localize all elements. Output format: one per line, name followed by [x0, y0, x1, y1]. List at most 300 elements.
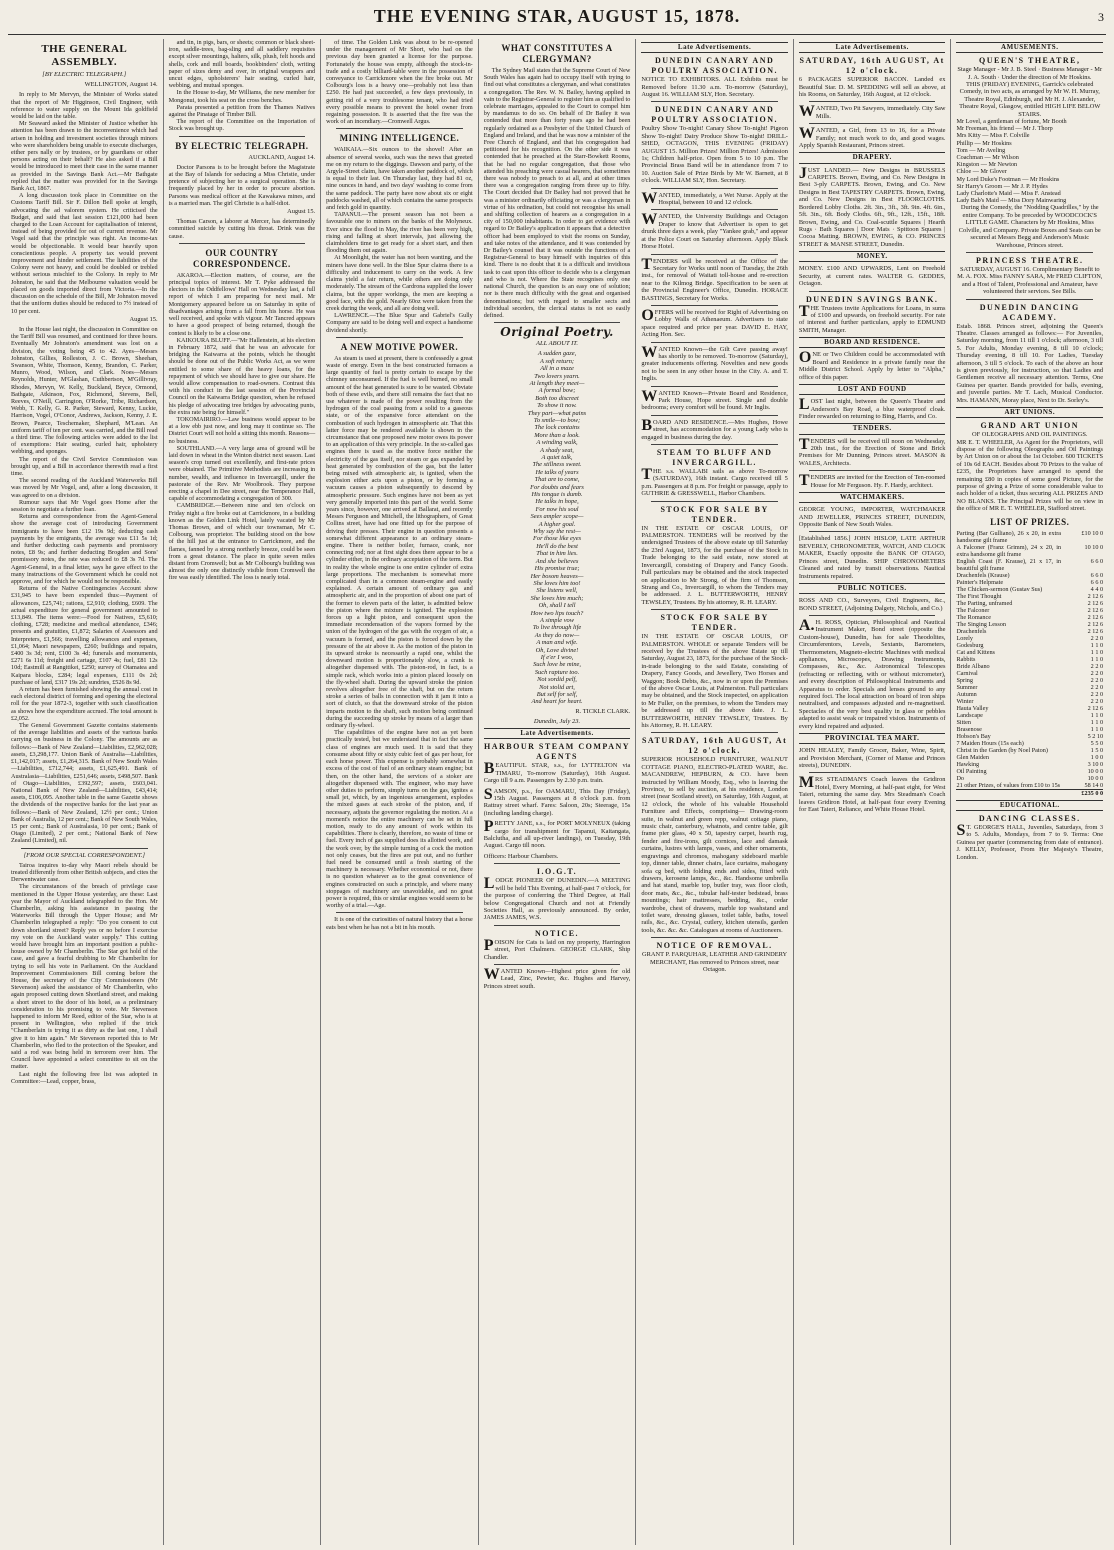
ad-title: DUNEDIN DANCING ACADEMY.	[979, 302, 1080, 322]
ad-title: STOCK FOR SALE BY TENDER.	[660, 504, 769, 524]
ad-body: THE s.s. WALLABI sails as above To-morrow (SATURDAY), 16th instant. Cargo received till 5 p.m. Passengers at 8 p.m. For freight or passage, apply to GUTHRIE & GRESSWELL, Harbor Chambers.	[641, 466, 788, 498]
cast-line: Mrs Kitty — Miss F. Colville	[956, 132, 1030, 140]
prize-amount: 1 1 0	[1090, 648, 1104, 656]
ad-body: THE Trustees invite Applications for Loans, in sums of £100 and upwards, on freehold security. For rate of interest and further particulars, apply to EDMUND SMITH, Manager.	[798, 302, 946, 334]
poem-line: But self for self,	[536, 691, 578, 698]
prize-amount: 2 12 6	[1087, 704, 1104, 712]
prize-name: Autumn	[956, 690, 977, 698]
poem-line: Oh, shall I tell	[538, 602, 576, 610]
ad-body: LOST last night, between the Queen's Theatre and Anderson's Bay Road, a blue waterproof cloak. Finder rewarded on returning to Bing, Harris, and Co.	[798, 396, 946, 421]
prize-name: Carnival	[956, 669, 978, 677]
prize-total-spacer	[956, 789, 1061, 797]
clergyman-heading: WHAT CONSTITUTES A CLERGYMAN?	[501, 43, 613, 64]
ad-body: TENDERS will be received at the Office of the Secretary for Works until noon of Tuesday, the 26th inst., for removal of Waitati toll-house and re-erection near to the Kilmog Bridge. Specification to be seen at the Provincial Engineer's Office, Dunedin. HORACE BASTINGS, Secretary for Works.	[641, 255, 788, 302]
article-paragraph: A long discussion took place in Committee on the Customs Tariff Bill. Sir F. Dillon Bell spoke at length, advocating the ad valorem system. He criticised the Budget, and said that last session £121,000 had been charged to the Loan Account for capitalisation of interest, instead of being provided for out of current revenue. Mr Vogel said that the principle was right. An income-tax would be objectionable. It would bear heavily upon conscientious people. A property tax would prevent improvement and hinder settlement. The liabilities of the Colony were not heavy, and could be doubled or trebled without serious mischief to the Colony. In reply to Mr Johnston, he said that the Melbourne valuation would be placed on goods imported direct from Victoria.—In the discussion on the schedule of the Bill, Mr Johnston moved that the uniform duties should be reduced to 7½ instead of 10 per cent.	[11, 192, 158, 315]
prize-name: A Falconer (Franz Grimm), 24 x 20, in extra handsome gilt frame	[956, 543, 1062, 558]
money-heading: MONEY.	[799, 251, 946, 262]
prize-name: Spring	[956, 676, 973, 684]
prize-amount: 2 12 6	[1087, 627, 1104, 635]
divider	[651, 188, 778, 189]
article-body	[11, 91, 158, 1085]
educational-heading: EDUCATIONAL.	[956, 800, 1103, 811]
ad-body: JUST LANDED.— New Designs in BRUSSELS CARPETS. Brown, Ewing, and Co. New Designs in Best 3-ply CARPETS. Brown, Ewing, and Co. New Designs in Best TAPESTRY CARPETS. Brown, Ewing, and Co. New Designs in Best FLOORCLOTHS. Bordered Lobby Cloths. 2ft. 3in., 3ft., 3ft. 9in. 4ft. 6in., 5ft. 3in., 6ft. Body Cloths. 6ft., 9ft., 12ft., 15ft., 18ft. Brown, Ewing, and Co. Coal-scuttle Squares | Hearth Rugs · Bath Squares | Door Mats · Spittoon Squares | Cocoa Matting. BROWN, EWING, & CO. PRINCES STREET & MANSE STREET, Dunedin.	[798, 164, 946, 248]
prize-amount: 1 0 0	[1090, 753, 1104, 761]
article-paragraph: It is one of the curiosities of natural history that a horse eats best when he has not a bit in his mouth.	[326, 916, 473, 931]
tea-mart-heading: PROVINCIAL TEA MART.	[799, 733, 946, 744]
prize-name: Cat and Kittens	[956, 648, 995, 656]
poem-line: At length they meet—	[529, 379, 585, 387]
divider	[651, 342, 778, 343]
article-paragraph: KAIKOURA BLUFF.—"Mr Hallenstein, at his election in February 1872, said that he was an advocate for bridging the Kaiwarra at the points, which he thought should be done out of the Public Works Act, as we were entitled to some share of the heavy loans, for the repayment of which we should have to give our share. He would allow compensation to road-owners. Contrast this with his conduct in the last session of the Provincial Council on the Kaiwarra Bridge question, when he refused his pledge of advocating tree bridges by advocating punts, the extra rate being for himself."	[168, 336, 316, 416]
article-paragraph: Doctor Parsons is to be brought before the Magistrate at the Bay of Islands for seducing a Miss Christie, under pretence of subjecting her to a surgical operation. She is frequently placed by her in order to procure abortion. Parsons was medical officer at the Kawakawa mines, and is a married man. The girl Christie is a half-idiot.	[168, 163, 316, 207]
prize-name: Drachenfels (Krause)	[956, 571, 1010, 579]
ad-title: STEAM TO BLUFF AND INVERCARGILL.	[656, 448, 773, 468]
article-paragraph: TOKOMAIRIRO.—Law business would appear to be at a low ebb just now, and long may it continue so. The District Court will not hold a sitting this month. Reasons—no business.	[168, 415, 316, 445]
column-3	[321, 39, 479, 1545]
page-number: 3	[1098, 10, 1104, 24]
prize-amount: 2 2 0	[1090, 676, 1104, 684]
prize-row	[956, 733, 1103, 740]
prize-row	[956, 530, 1103, 544]
divider	[651, 444, 778, 445]
prize-name: Do	[956, 774, 965, 782]
poem-line: A quiet talk,	[541, 454, 573, 461]
prize-row	[956, 572, 1103, 579]
prize-amount: 2 2 0	[1090, 669, 1104, 677]
advertisement	[641, 105, 788, 184]
prize-row	[956, 705, 1103, 712]
ad-title: DANCING CLASSES.	[978, 813, 1081, 823]
article-paragraph: The report of the Committee on the Importation of Stock was brought up.	[168, 118, 316, 133]
poem-line: She loves him too!	[533, 579, 581, 587]
poem-line: To live through life	[532, 624, 582, 632]
divider	[336, 912, 463, 913]
column-5	[636, 39, 794, 1545]
divider	[651, 386, 778, 387]
prize-amount: 6 6 0	[1090, 557, 1104, 565]
poem-line: Why say the rest—	[533, 528, 581, 536]
article-paragraph: In the House to-day, Mr Williams, the new member for Mongonui, took his seat on the cross benches.	[168, 89, 316, 104]
ad-body: A.H. ROSS, Optician, Philosophical and Nautical Instrument Maker, Bond street (opposite the Custom-house), Dunedin, has for sale Theodolites, Circumferentors, Levels, Sextants, Barometers, Thermometers, Magneto-electric Machines with medical appliances, Microscopes, Drawing Instruments, Compasses, &c., &c. Astronomical Telescopes (refracting or reflecting, with or without micrometer), and every description of Philosophical Instruments and Apparatus to order. Specials and lenses ground to any required foci. The local attraction on board of iron ships neutralised, and compasses adjusted and re-magnetised. Spectacles of the very best quality in glass or pebbles adapted to assist weak or impaired vision. Instruments of every kind repaired and adjusted.	[798, 616, 946, 730]
article-paragraph: Rumour says that Mr Vogel goes Home after the session to negotiate a further loan.	[11, 498, 158, 513]
poem-line: A higher goal.	[538, 520, 576, 528]
prize-name: Winter	[956, 697, 974, 705]
ad-body: IN THE ESTATE OF OSCAR LOUIS, OF PALMERSTON. TENDERS will be received by the undersigned Trustees of the above estate up till Saturday the 23rd August, 1873, for the purchase of the Stock in Trade belonging to the said estate, now stored at Invercargill, consisting of Drapery and Fancy Goods. Full particulars may be obtained and the stock inspected on application to Mr Strong, of the firm of Thomson, Strang and Co., Invercargill, to whom the Tenders may be addressed. J. L. BUTTERWORTH, HENRY TEWSLEY, Trustees. By his attorney, R. H. LEARY.	[641, 524, 788, 606]
prize-name: Bride Albano	[956, 662, 990, 670]
divider	[651, 732, 778, 733]
cast-line: Tom — Mr Aveling	[956, 146, 1006, 154]
ad-body: IN THE ESTATE OF OSCAR LOUIS, OF PALMERSTON. WHOLE or separate Tenders will be received by the Trustees of the above Estate up till Saturday, August 23, 1873, for the purchase of the Stock-in-trade belonging to the said Estate, consisting of Drapery, Fancy Goods, and Jewellery, Two Horses and Waggon; Book Debts, &c., now in or upon the Premises of the above Oscar Louis, at Palmerston. Full particulars may be obtained, and the Stock inspected, on application to Mr Fuller, on the premises, to whom the Tenders may be addressed up till the above date. J. L. BUTTERWORTH, HENRY TEWSLEY, Trustees. By his Attorney, R. H. LEARY.	[641, 633, 788, 730]
prize-amount: 58 14 0	[1084, 781, 1104, 789]
prize-row	[956, 586, 1103, 593]
byline: [BY ELECTRIC TELEGRAPH.]	[42, 71, 127, 78]
prize-row	[956, 712, 1103, 719]
divider	[809, 470, 936, 471]
prize-row	[956, 691, 1103, 698]
ad-title: SATURDAY, 16th AUGUST, At 12 o'clock.	[799, 56, 945, 76]
prize-name: Lorely	[956, 634, 973, 642]
prize-row	[956, 754, 1103, 761]
mining-intelligence-heading: MINING INTELLIGENCE.	[339, 133, 460, 144]
late-advertisements-heading: Late Advertisements.	[799, 42, 946, 53]
prize-name: Hauta Valley	[956, 704, 989, 712]
country-correspondence-heading: OUR COUNTRY CORRESPONDENCE.	[192, 247, 291, 269]
ad-title: DUNEDIN CANARY AND POULTRY ASSOCIATION.	[651, 56, 778, 76]
ad-title: GRAND ART UNION	[980, 421, 1080, 431]
cast-line: Mr Lovel, a gentleman of fortune, Mr Booth	[956, 118, 1067, 126]
prize-row	[956, 747, 1103, 754]
poem-line: Not sordid pelf,	[537, 676, 577, 684]
poem-place: Dunedin, July 23.	[533, 718, 581, 726]
ad-body: [Established 1856.] JOHN HISLOP, LATE ARTHUR BEVERLY, CHRONOMETER, WATCH, AND CLOCK MAKER, Exactly opposite the BANK OF OTAGO, Princes street, Dunedin. SHIP CHRONOMETERS Cleaned and rated by transit observations. Nautical Instruments repaired.	[798, 535, 946, 580]
poem-line: A sudden gaze,	[537, 350, 577, 358]
divider	[651, 937, 778, 938]
prize-amount: 2 12 6	[1087, 606, 1104, 614]
poem-line: For doubts and fears	[530, 483, 584, 491]
poem-line: A formal bow;	[538, 387, 576, 395]
lost-found-heading: LOST AND FOUND	[799, 384, 946, 395]
prize-row	[956, 649, 1103, 656]
ad-body: PRETTY JANE, s.s., for PORT MOLYNEUX (taking cargo for transhipment for Tapanui, Kaitangata, Balclutha, and all up-river landings), on Tuesday, 19th August. Cargo till noon.	[483, 818, 631, 850]
prize-amount: 2 12 6	[1087, 599, 1104, 607]
poem-line: For now his soul	[535, 505, 579, 513]
poem-line: That in him lies.	[536, 550, 578, 558]
prize-row	[956, 544, 1103, 558]
ad-body: TENDERS will be received till noon on Wednesday, 20th inst., for the Erection of Stone and Brick Premises for Mr Dunning, Princes street. MASON & WALES, Architects.	[798, 435, 946, 467]
prize-amount: 6 6 0	[1090, 571, 1104, 579]
prize-name: Christ in the Garden (by Noel Paton)	[956, 746, 1048, 754]
column-7	[951, 39, 1108, 1545]
cast-line: Lady Bab's Maid — Miss Dory Mainwaring	[956, 197, 1067, 205]
ad-body: MONEY. £100 AND UPWARDS, Lent on Freehold Security, at current rates. WALTER G. GEDDES, Octagon.	[798, 265, 946, 288]
original-poetry-heading: Original Poetry.	[500, 325, 614, 340]
prize-row	[956, 740, 1103, 747]
article-paragraph: Tairoa inquires to-day why Maori rebels should be treated differently from other British subjects, and cites the Derwentwater case.	[11, 861, 158, 884]
poem-line: How two lips touch?	[530, 609, 584, 617]
public-notices-heading: PUBLIC NOTICES.	[799, 583, 946, 594]
poem-line: The stillness sweet.	[532, 461, 582, 469]
prize-name: Hawking	[956, 760, 980, 768]
divider	[809, 101, 936, 102]
article-paragraph: LAWRENCE.—The Blue Spur and Gabriel's Gully Company are said to be doing well and expect a handsome dividend shortly.	[326, 312, 473, 334]
divider	[494, 925, 621, 926]
prize-name: The Romance	[956, 613, 992, 621]
divider	[809, 615, 936, 616]
prize-row	[956, 628, 1103, 635]
prize-name: Godesburg	[956, 641, 984, 649]
ad-body: Poultry Show To-night! Canary Show To-night! Pigeon Show To-night! Dairy Produce Show To-night! DRILL-SHED, OCTAGON, THIS EVENING (FRIDAY) AUGUST 15. Million Prizes! Million Prizes! Admission 1s; Children half-price. Open from 5 to 10 p.m. The Provincial Brass Band will be in attendance from 7 to 10. Auction Sale of Prize Birds by Mr W. Barnett, at 8 o'clock. WILLIAM SLY, Hon. Secretary.	[641, 125, 788, 185]
article-paragraph: The General Government Gazette contains statements of the average liabilities and assets of the various banks carrying on business in the Colony. The amounts are as follows:—Bank of New Zealand—Liabilities, £2,962,028; assets, £3,298,177. Union Bank of Australia—Liabilities, £1,142,017; assets, £1,264,315. Bank of New South Wales—Liabilities, £712,744; assets, £1,625,491. Bank of Australasia—Liabilities, £251,646; assets, £498,507. Bank of Otago—Liabilities, £392,597; assets, £603,041. National Bank of New Zealand—Liabilities, £43,414; assets, £106,095. Another table in the same Gazette shows the dividends of the respective banks for the last year as follows:—Bank of New Zealand, 12½ per cent.; Union Bank of Australia, 12 per cent.; Bank of New South Wales, 15 per cent.; Bank of Australasia, 10 per cent.; Bank of Otago (Limited), 2 per cent.; National Bank of New Zealand (Limited), nil.	[11, 722, 158, 845]
poem-line: Not stolid art,	[539, 683, 575, 691]
prize-row	[956, 719, 1103, 726]
prize-row	[956, 593, 1103, 600]
prize-row	[956, 642, 1103, 649]
poem-line: He'll do the best	[536, 542, 578, 550]
poem-line: A simple vow	[540, 616, 574, 624]
board-heading: BOARD AND RESIDENCE.	[799, 337, 946, 348]
divider	[336, 337, 463, 338]
ad-body: Officers: Harbour Chambers.	[483, 852, 559, 860]
prize-row	[956, 621, 1103, 628]
ad-body: WANTED, immediately, a Wet Nurse. Apply at the Hospital, between 10 and 12 o'clock.	[641, 189, 788, 207]
poem-line: More than a look.	[534, 431, 580, 439]
article-paragraph: The second reading of the Auckland Waterworks Bill was moved by Mr Vogel, and, after a long discussion, it was agreed to on a division.	[11, 477, 158, 499]
article-paragraph: Returns and correspondence from the Agent-General show the average cost of introducing Government immigrants to have been £12 19s 9d; deducting cash payments by the emigrants, the average was £11 5s 1d; and further deducting cash payments and promissory notes, £8 9s; and further deducting Brogden and Sons' promissory notes, the rate was reduced to £8 3s 7d. The Agent-General, in a final letter, says he gave effect to the many instructions of the Government which he could not approve, and for which he would not be responsible.	[11, 513, 158, 586]
article-paragraph: WAIKAIA.—Six ounces to the shovel! After an absence of several weeks, such was the news that greeted me on my return to the diggings. Dawson and party, of the Argyle-Street claim, have taken another paddock of, which is equal to their last. On Thursday last, they had 81 oz, nine ounces in hand, and two days' washing to come from the same paddock. The party have now about six or eight paddocks washed, all of which contains the same prospects and fetch gold in quantity.	[326, 146, 473, 212]
prize-row	[956, 600, 1103, 607]
prize-row	[956, 607, 1103, 614]
ad-title: SATURDAY, 16th AUGUST, At 12 o'clock.	[641, 736, 788, 756]
poem-author: R. TICKLE CLARK.	[575, 707, 631, 715]
article-paragraph: The capabilities of the engine have not as yet been practically tested, but we understand that in fact the same class of engines are much used. It is said that they consume about fifty or sixty cubic feet of gas per hour, for each horse power. This expense is probably somewhat in excess of the cost of fuel of an ordinary steam engine; but then, on the other hand, the services of a stoker are altogether dispensed with. The engineer, who may have other duties to perform, simply turns on the gas, ignites a small jet, which, by an ingenious arrangement, explodes the mixed gases at each stroke of the piston, and, if necessary, adjusts the governor regulating the motion. At a moment's notice the entire machinery can be set in full motion, ready to do any amount of work within its capabilities. There is clearly, therefore, no waste of time or fuel. Every inch of gas supplied does its allotted work, and the work over, by the simple turning of a cock the motion not only ceases, but the fires are put out, and no further fuel need be consumed until a fresh starting of the machinery is necessary. Whether economical or not, there is no question whatever as to the great convenience of engines constructed on such a principle, and where many stoppages of machinery are unavoidable, and no great power is required, this or similar engines would seem to be worthy of a trial.—Age.	[326, 729, 473, 910]
advertisement	[484, 742, 631, 784]
divider	[651, 101, 778, 102]
ad-body: NOTICE TO EXHIBITORS. ALL Exhibits must be Removed before 11.30 a.m. To-morrow (Saturday), August 16. WILLIAM SLY, Hon. Secretary.	[641, 76, 788, 99]
prize-amount: £10 10 0	[1081, 529, 1104, 537]
prize-row	[956, 677, 1103, 684]
divider	[651, 415, 778, 416]
watchmakers-heading: WATCHMAKERS.	[799, 492, 946, 503]
ad-title: QUEEN'S THEATRE,	[979, 56, 1081, 66]
article-paragraph: [FROM OUR SPECIAL CORRESPONDENT.]	[23, 851, 146, 859]
ad-body: ROSS AND CO., Surveyors, Civil Engineers, &c., BOND STREET, (Adjoining Dalgety, Nichols, and Co.)	[798, 597, 946, 612]
ad-body: JOHN HEALEY, Family Grocer, Baker, Wine, Spirit, and Provision Merchant, (Corner of Manse and Princes streets), DUNEDIN.	[798, 747, 946, 770]
newspaper-title: THE EVENING STAR, AUGUST 15, 1878.	[373, 6, 741, 26]
cast-line: My Lord Duke's Footman — Mr Hoskins	[956, 175, 1060, 183]
poem-line: That are to come,	[534, 476, 580, 484]
advertisement	[484, 929, 631, 961]
motive-power-heading: A NEW MOTIVE POWER.	[340, 341, 459, 352]
prize-row	[956, 558, 1103, 572]
divider	[494, 964, 621, 965]
prize-amount: 1 1 0	[1090, 641, 1104, 649]
poem-line: He talks in hope,	[535, 498, 579, 506]
article-paragraph: In the House last night, the discussion in Committee on the Tariff Bill was resumed, and continued for three hours. Eventually Mr Johnston's amendment was lost on a division, the voting being 45 to 42. Ayes—Messrs Johnston, Gillies, Rolleston, J. C. Brown, Sheehan, Swanson, White, Thomson, Kenny, Brandon, C. Parker, Munro, Wood, Wilson, and Clark. Noes—Messrs Reynolds, Hunter, M'Glashan, Cuthbertson, M'Gillivray, Rhodes, Mervyn, W. Kelly, Buckland, Bryce, Ormond, Bathgate, Atkinson, Fox, Richmond, Stevens, Bell, Reeves, O'Neill, Carrington, O'Rorke, Tribe, Richardson, Webb, T. Kelly, G. R. Parker, Steward, Kenny, Luckie, Harrison, Vogel, O'Conor, Andrews, Jackson, Kenny, J. E. Brown, Pearce, Teschemaker, Shephard, M'Lean. An uniform tariff of ten per cent. was carried, and the Bill read a third time. The following articles were added to the list of exemptions: Hair seating, curled hair, upholstery webbing, and sponges.	[11, 325, 158, 456]
article-paragraph: The report of the Civil Service Commission was brought up, and a Bill in accordance therewith read a first time.	[11, 455, 158, 477]
prize-amount: 5 5 0	[1090, 739, 1104, 747]
prize-total: £235 0 0	[1061, 789, 1103, 797]
ad-body: WANTED Known—the Gilt Cave passing away! has shortly to be removed. To-morrow (Saturday), greater inducements offering. Novelties and new goods not to be seen in any other house in the City. A. and T. Inglis.	[641, 343, 788, 383]
ad-body: POISON for Cats is laid on my property, Harrington street, Port Chalmers. GEORGE CLARK, Ship Chandler.	[483, 936, 631, 961]
advertisement	[956, 303, 1103, 404]
poem-line: And heart for heart.	[531, 698, 583, 706]
article-paragraph: CAMBRIDGE.—Between nine and ten o'clock on Friday night a fire broke out at Carrickmore, in a building known as the Golden Link Hotel, lately vacated by Mr Thomas Brown, and of which our townsman, Mr C. Colbourg, was proprietor. The building stood on the bow of the hill just at the entrance to Carrickmore, and the flames, fanned by a strong northerly breeze, could be seen from a great distance. The place in quite seven miles distant from Cromwell; but as Mr Colbourg's building was almost the only one distinctly visible from Cromwell the fire was easily identified. The loss is nearly total.	[168, 502, 316, 582]
poem-line: A shady seat,	[540, 446, 574, 454]
advertisement	[641, 941, 788, 973]
ad-body: Estab. 1868. Princes street, adjoining the Queen's Theatre. Classes arranged as follows:— For Juveniles, Saturday morning, from 11 till 1 o'clock; afternoon, 3 till 5. For Adults, Monday evening, 8 till 10 o'clock; Thursday evening, 8 till 10. For Ladies, Tuesday afternoon, 3 till 5 o'clock. To each of the above an hour is given previously, for instruction, so that Ladies and Gentlemen receive all necessary attention. Terms, One Guinea per quarter. Bands provided for balls, evening, and juvenile parties. Mr T. Lach, Musical Conductor. Mrs. HAMANN, Moray place, Next to Dr. Sorley's.	[956, 322, 1104, 404]
ad-body: GEORGE YOUNG, IMPORTER, WATCHMAKER AND JEWELLER, PRINCES STREET, DUNEDIN, Opposite Bank of New South Wales.	[798, 506, 946, 529]
article-paragraph: Returns of the Native Contingencies Account show £31,945 to have been expended thus:—Payment of allowances, £25,741; rations, £2,910; clothing, £609. The actual expenditure for general government amounted to £13,849. The items were:—Food for Natives, £5,610; clothing, £728; medicine and medical attendance, £346; presents and gratuities, £1,872; Salaries of Assessors and Interpreters, £1,566; travelling allowances and expenses, £1,064; Maori newspapers, £260; buildings and repairs, £400 3s 3d; rent, £100 3s 4d; funerals and monuments, £271 6s 11d; freight and cartage, £107 4s; fuel, £81 12s 10d; Eastmill at Rangitikei, £250; survey of Otamatea and Kaipara blocks, £284; legal expenses, £111 0s 2d; purchase of land, £317 19s 2d; sundries, £526 8s 9d.	[11, 585, 158, 686]
ad-body: SATURDAY, AUGUST 16. Complimentary Benefit to M. A. FOX. Miss FANNY SARA, Mr FRED CLIFTON, and a Host of Talent, Professional and Amateur, have volunteered their services. See Bills.	[957, 265, 1103, 296]
prize-amount: 2 12 6	[1087, 592, 1104, 600]
prize-name: The First Thought	[956, 592, 1002, 600]
prize-row	[956, 656, 1103, 663]
divider	[651, 609, 778, 610]
prize-amount: 10 10 0	[1084, 543, 1104, 551]
divider	[966, 252, 1093, 253]
art-unions-heading: ART UNIONS.	[956, 407, 1103, 418]
poem-line: As they do now—	[534, 631, 580, 639]
divider	[651, 254, 778, 255]
article-paragraph: TAPANUI.—The present season has not been a favourable one to miners on the banks of the Molyneux. Ever since the flood in May, the river has been very high, rising and falling at short intervals, just allowing the claimholders time to get ready for a short start, and then flooding them out again.	[326, 211, 473, 255]
article-paragraph: At Moonlight, the water has not been wanting, and the miners have done well. In the Blue Spur claims there is a difficulty and inducement to carry on the work. A few claims yield a fair return, while others are doing only moderately. The stream of the Cardrona supplied the lower claims, but the upper workings, the men are keeping a good face, with the gold. Nearly 60oz were taken from the creek during the week, and all are doing well.	[326, 254, 473, 312]
prize-name: English Coast (F. Krause), 21 x 17, in beautiful gilt frame	[956, 557, 1062, 572]
amusements-heading: AMUSEMENTS.	[956, 42, 1103, 53]
general-assembly-heading: THE GENERAL ASSEMBLY.	[41, 43, 128, 68]
advertisement	[641, 736, 788, 934]
ad-body: SUPERIOR HOUSEHOLD FURNITURE, WALNUT COTTAGE PIANO, ELECTRO-PLATED WARE, &c. MACANDREW, HEPBURN, & CO. have been instructed by William Moody, Esq., who is leaving the Province, to sell by auction, at his residence, London street (near Scotland street), on Saturday, 16th August, at 12 o'clock, the whole of his valuable Household Furniture and Effects, comprising— Drawing-room suite, in walnut and green repp, walnut cottage piano, music chair, canterbury, whatnots, and centre table, gilt frame pier glass, 40 x 50, tapestry carpet, hearth rug, fender and fire-irons, gilt cornices, lace and damask curtains, lustres with lamps, vases, and other ornaments, engravings and chromos, mahogany sideboard marble top, dinner table, dinner chairs, lace curtains, mahogany sofa cg bed, with folding ends and sides, fitted with drawers, kerosene lamps, &c., &c. Handsome umbrella and hat stand, marble top, butler tray, wax floor cloth, door mats, &c., &c., tubular half-tester bedstead, brass mountings; hair mattresses, bedding, &c., cedar wardrobe, chest of drawers, marble top washstand and toilet ware, dressing glasses, toilet table, baths, towel rails, &c., &c. Crystal, cutlery, kitchen utensils, garden tools, &c. &c. &c. Catalogues at rooms of Auctioneers.	[641, 756, 788, 934]
prize-amount: 6 6 0	[1090, 578, 1104, 586]
ad-body: WANTED, a Girl, from 13 to 16, for a Private Family; not much work to do, and good wages. Apply Spanish Restaurant, Princes street.	[798, 125, 946, 150]
prize-amount: 5 2 10	[1087, 732, 1104, 740]
prize-amount: 1 5 0	[1090, 746, 1104, 754]
poem	[484, 350, 631, 706]
divider	[966, 299, 1093, 300]
ad-title: NOTICE.	[534, 928, 580, 938]
poem-line: To smile—to bow;	[533, 416, 581, 424]
poem-line: To show it now.	[537, 402, 577, 410]
advertisement	[483, 965, 631, 990]
prize-name: Sitten	[956, 718, 971, 726]
ad-subtitle: OF OLEOGRAPHS AND OIL PAINTINGS.	[972, 431, 1088, 439]
article-paragraph: The Sydney Mail states that the Supreme Court of New South Wales has again had to occupy itself with trying to find out what constitutes a clergyman, and what constitutes a congregation. The Rev. W. N. Bailey, having applied in vain to the Registrar-General to register him as qualified to celebrate marriages, appealed to the Court to compel him by mandamus to do so. On behalf of Dr Bailey it was contended that more than forty years ago he had been regularly ordained as a Presbyter of the United Church of England and Ireland, and that he was now a minister of the Free Church of England, and that his congregation had petitioned for his recognition. On the other side it was contended that he preached at the Starr-Bowkett Rooms, that he had no regular congregation, that those who attended his preaching were casual hearers, that sometimes there was nobody to preach to at all, and at other times there was a congregation ranging from three up to fifty. The Court decided that Dr Bailey had not proved that he was a minister ordinarily officiating or was a clergyman in virtue of his ordination, but could not recognise his small and shifting collection of hearers as a congregation in a city of 150,000 inhabitants. In order to get evidence with regard to Dr Bailey's application it appears that a detective officer had been employed to visit the rooms on Sunday, and take notes of the attendance, and it was contended by Dr Bailey's counsel that it was outside the functions of a Registrar-General to busy himself with inquiries of this kind. There is no doubt that it is a difficult and invidious task to cast upon this officer to decide who is a clergyman and who is not. Where the State recognises only one national Church, the question is an easy one of solution; nor is there much difficulty with the great and organised denominations; but with regard to smaller sects and individual seceders, the clerical status is not so easily defined.	[483, 67, 631, 319]
prize-name: Brasenose	[956, 725, 982, 733]
prize-row	[956, 579, 1103, 586]
ad-title: STOCK FOR SALE BY TENDER.	[660, 613, 769, 633]
prize-name: Rabbits	[956, 655, 976, 663]
cast-line: Kingston — Mr Newton	[956, 161, 1018, 169]
poem-line: His promise true;	[534, 565, 580, 573]
ad-body: OFFERS will be received for Right of Advertising on Lobby Walls of Athenaeum. Advertisers to state space required and price per year. DAVID E. HAY, Acting Hon. Sec.	[641, 306, 788, 339]
ad-body: During the Comedy, the "Nodding Quadrilles," by the entire Company. To be preceded by WOODCOCK'S LITTLE GAME. Characters by Mr Hoskins, Miss Colville, and Company. Private Boxes and Seats can be secured at Messrs Begg and Anderson's Music Warehouse, Princes street.	[958, 204, 1101, 249]
divider	[21, 848, 148, 849]
poem-line: They part—what pains	[527, 409, 587, 417]
telegraph-heading: BY ELECTRIC TELEGRAPH.	[175, 140, 309, 151]
poem-line: His tongue is dumb.	[531, 491, 583, 499]
cast-list	[956, 118, 1103, 204]
ad-body: BOARD AND RESIDENCE.—Mrs Hughes, Howe street, has accommodation for a young Lady who is engaged in business during the day.	[641, 416, 788, 441]
prize-row	[956, 726, 1103, 733]
prize-amount: 2 2 0	[1090, 662, 1104, 670]
prize-name: Landscape	[956, 711, 983, 719]
article-paragraph: A return has been furnished showing the annual cost in each electoral district of forming and opening the electoral roll for the year 1872-3, together with such classification as shows how the expenditure accrued. The total amount is £2,052.	[11, 686, 158, 722]
divider	[494, 863, 621, 864]
divider	[179, 136, 306, 137]
poem-line: Such love be mine,	[533, 661, 581, 669]
divider	[809, 772, 936, 773]
ad-title: I.O.G.T.	[536, 867, 578, 877]
ad-body: WANTED, the University Buildings and Octagon Draper to know that Advertiser is open to get drunk three days a week, play "Yankee grab," and appear at the Police Court on Saturday afternoon. Apply Black Horse Hotel.	[641, 211, 788, 251]
cast-line: Sir Harry's Groom — Mr J. P. Hydes	[956, 182, 1048, 190]
ad-body: WANTED Known—Private Board and Residence, Park House, Hope street. Single and double bedrooms; every comfort will be found. Mr Inglis.	[641, 387, 788, 412]
poem-line: Sees ampler scope—	[530, 513, 584, 521]
prize-row	[956, 663, 1103, 670]
prize-name: 21 other Prizes, of values from £10 to 15s	[956, 781, 1061, 789]
prize-table	[956, 530, 1103, 797]
divider	[651, 209, 778, 210]
ad-body: TENDERS are invited for the Erection of Ten-roomed House for Mr Ferguson. Hy. F. Hardy, architect.	[798, 472, 946, 490]
ad-body: WANTED Known—Highest price given for old Lead, Zinc, Pewter, &c. Hughes and Harvey, Princes street south.	[483, 965, 631, 990]
dateline: August 15.	[287, 208, 316, 216]
article-paragraph: and tin, in pigs, bars, or sheets; common or black sheet-iron, saddle-trees, bag-sling and all saddlery requisites except silver mountings, halters, silk, plush, felt hoods and shells, cork and mill boards, bookbinders' cloth, writing paper of sizes demy and over, in original wrappers and uncut edges, upholsterers' hair seating, curled hair, webbing, and mutual sponges.	[168, 39, 316, 90]
prize-amount: 2 2 0	[1090, 634, 1104, 642]
prize-row	[956, 782, 1103, 790]
prize-amount: 2 12 6	[1087, 620, 1104, 628]
column-2	[164, 39, 322, 1545]
tenders-heading: TENDERS.	[799, 423, 946, 434]
column-4	[479, 39, 637, 1545]
poem-line: He talks of years	[535, 468, 579, 476]
prize-amount: 1 1 0	[1090, 725, 1104, 733]
article-paragraph: The circumstances of the breach of privilege case mentioned in the Upper House yesterday, are these: Last year the Mayor of Auckland telegraphed to the Hon. Mr Chamberlin, asking his assistance in passing the Waterworks Bill through the Upper House; and Mr Chamberlin telegraphed a reply: "Do you consent to cut down shortland street? Reply yes or no before I exercise my vote on the Auckland water supply." This cutting would have brought him an important position a public-house owned by Mr Chamberlin. The Star got hold of the case, and gave a fearful drubbing to Mr Chamberlin for trying to sell his vote in Parliament. On the Auckland Improvement Commissioners Bill coming before the House, the secretary of the City Commissioners (Mr Stevenson) asked the assistance of Mr Chamberlin, who again proposed cutting down Shortland street, and making a short street to the door of his hotel, as a preliminary consideration to his promising to vote. Mr Stevenson happened to inform Mr Reed, editor of the Star, who is at present in Wellington, who replied if the trick "Chamberlain is trying it as dirty as the last one, I shall give it to him again." Mr Stevenson reported this to Mr Chamberlin, who fled to the protection of the Speaker, and said a rod was being held in terrorem over him. The Council have appointed a select committee to sit on the matter.	[11, 883, 158, 1071]
ad-body: ST. GEORGE'S HALL, Juveniles, Saturdays, from 3 to 5. Adults, Mondays, from 7 to 9. Terms: One Guinea per quarter (commencing from date of entrance). J. KELLY, Professor, From Her Majesty's Theatre, London.	[956, 821, 1104, 861]
ad-title: NOTICE OF REMOVAL.	[656, 941, 773, 951]
ad-body: BEAUTIFUL STAR, s.s., for LYTTELTON via TIMARU, To-morrow (Saturday), 16th August. Cargo till 9 a.m. Passengers by 2.30 p.m. train.	[483, 760, 631, 785]
advertisement	[956, 814, 1103, 861]
prize-name: Drachenfels	[956, 627, 987, 635]
ad-title: DUNEDIN CANARY AND POULTRY ASSOCIATION.	[651, 105, 778, 125]
advertisement	[641, 448, 788, 498]
poem-line: Such rapture too.	[534, 668, 580, 676]
poem-line: For those like eyes	[532, 535, 582, 543]
cast-line: Mr Freeman, his friend — Mr J. Thorp	[956, 125, 1053, 133]
advertisement	[483, 785, 631, 818]
divider	[651, 501, 778, 502]
masthead	[8, 0, 1106, 35]
article-paragraph: Mr Seaward asked the Minister of Justice whether his attention has been drawn to the inconvenience which had arisen in holding and investment societies through minors who were shareholders being unable to execute discharges, either pers nally or by trustees, or by guardians or other persons acting on their behalf? He also asked if a Bill would be introduced to meet their case in the same manner as provided in the Savings Bank Act.—Mr Bathgate replied that the matter was provided for in the Savings Bank Act, 1867.	[11, 120, 158, 193]
advertisement	[956, 256, 1103, 296]
advertisement	[641, 613, 788, 729]
prize-amount: 1 1 0	[1090, 718, 1104, 726]
cast-line: Phillip — Mr Hoskins	[956, 139, 1012, 147]
divider	[809, 291, 936, 292]
cast-line: Lady Charlotte's Maid — Miss F. Anstead	[956, 190, 1061, 198]
late-advertisements-heading: Late Advertisements.	[484, 728, 631, 739]
prize-name: Hobson's Bay	[956, 732, 991, 740]
poem-line: Both too discreet	[535, 394, 579, 402]
poem-line: She loves him much;	[530, 594, 584, 602]
article-paragraph: Parata presented a petition from the Thames Natives against the Pinatage of Timber Bill.	[168, 103, 316, 119]
prize-row	[956, 635, 1103, 642]
prize-name: Parting (Bar Gulliano), 26 x 20, in extra handsome gilt frame	[956, 529, 1062, 544]
ad-title: DUNEDIN SAVINGS BANK.	[805, 294, 939, 304]
prize-amount: 2 2 0	[1090, 690, 1104, 698]
poem-line: A soft return;	[539, 357, 575, 365]
prize-row	[956, 684, 1103, 691]
ad-body: LODGE PIONEER OF DUNEDIN.—A MEETING will be held This Evening, at half-past 7 o'clock, for the purpose of conferring the Third Degree, at Hall below Congregational Church and not at Friendly Societies Hall, as previously announced. By order, JAMES JAMES, W.S.	[483, 875, 631, 922]
advertisement	[956, 421, 1103, 512]
divider	[179, 243, 306, 244]
article-paragraph: In reply to Mr Mervyn, the Minister of Works stated that the report of Mr Higginson, Civil Engineer, with reference to water supply on the Mount Ida goldfield would be laid on the table.	[11, 91, 158, 121]
prize-row	[956, 761, 1103, 768]
poem-line: She listens well,	[536, 587, 578, 595]
prize-name: 7 Maiden Hours (15s each)	[956, 739, 1024, 747]
prize-amount: 2 2 0	[1090, 683, 1104, 691]
cast-line: Coachman — Mr Wilson	[956, 154, 1019, 162]
prize-name: Oil Painting	[956, 767, 987, 775]
prize-name: The Parting, unframed	[956, 599, 1013, 607]
ad-body: SAMSON, p.s., for OAMARU, This Day (Friday), 15th August. Passengers at 8 o'clock p.m. from Rattray street wharf. Fares: Saloon, 20s; Steerage, 15s (including landing charge).	[483, 785, 631, 817]
prize-amount: 10 0 0	[1087, 767, 1104, 775]
advertisement	[956, 56, 1103, 249]
divider	[651, 305, 778, 306]
prize-name: Glen Maiden	[956, 753, 989, 761]
prize-name: Summer	[956, 683, 978, 691]
ad-body: ONE or Two Children could be accommodated with Board and Residence in a private family near the Middle District School. Apply by letter to "Alpha," office of this paper.	[798, 349, 946, 381]
prize-total-row	[956, 789, 1103, 797]
prize-name: The Singing Lesson	[956, 620, 1006, 628]
divider	[809, 123, 936, 124]
